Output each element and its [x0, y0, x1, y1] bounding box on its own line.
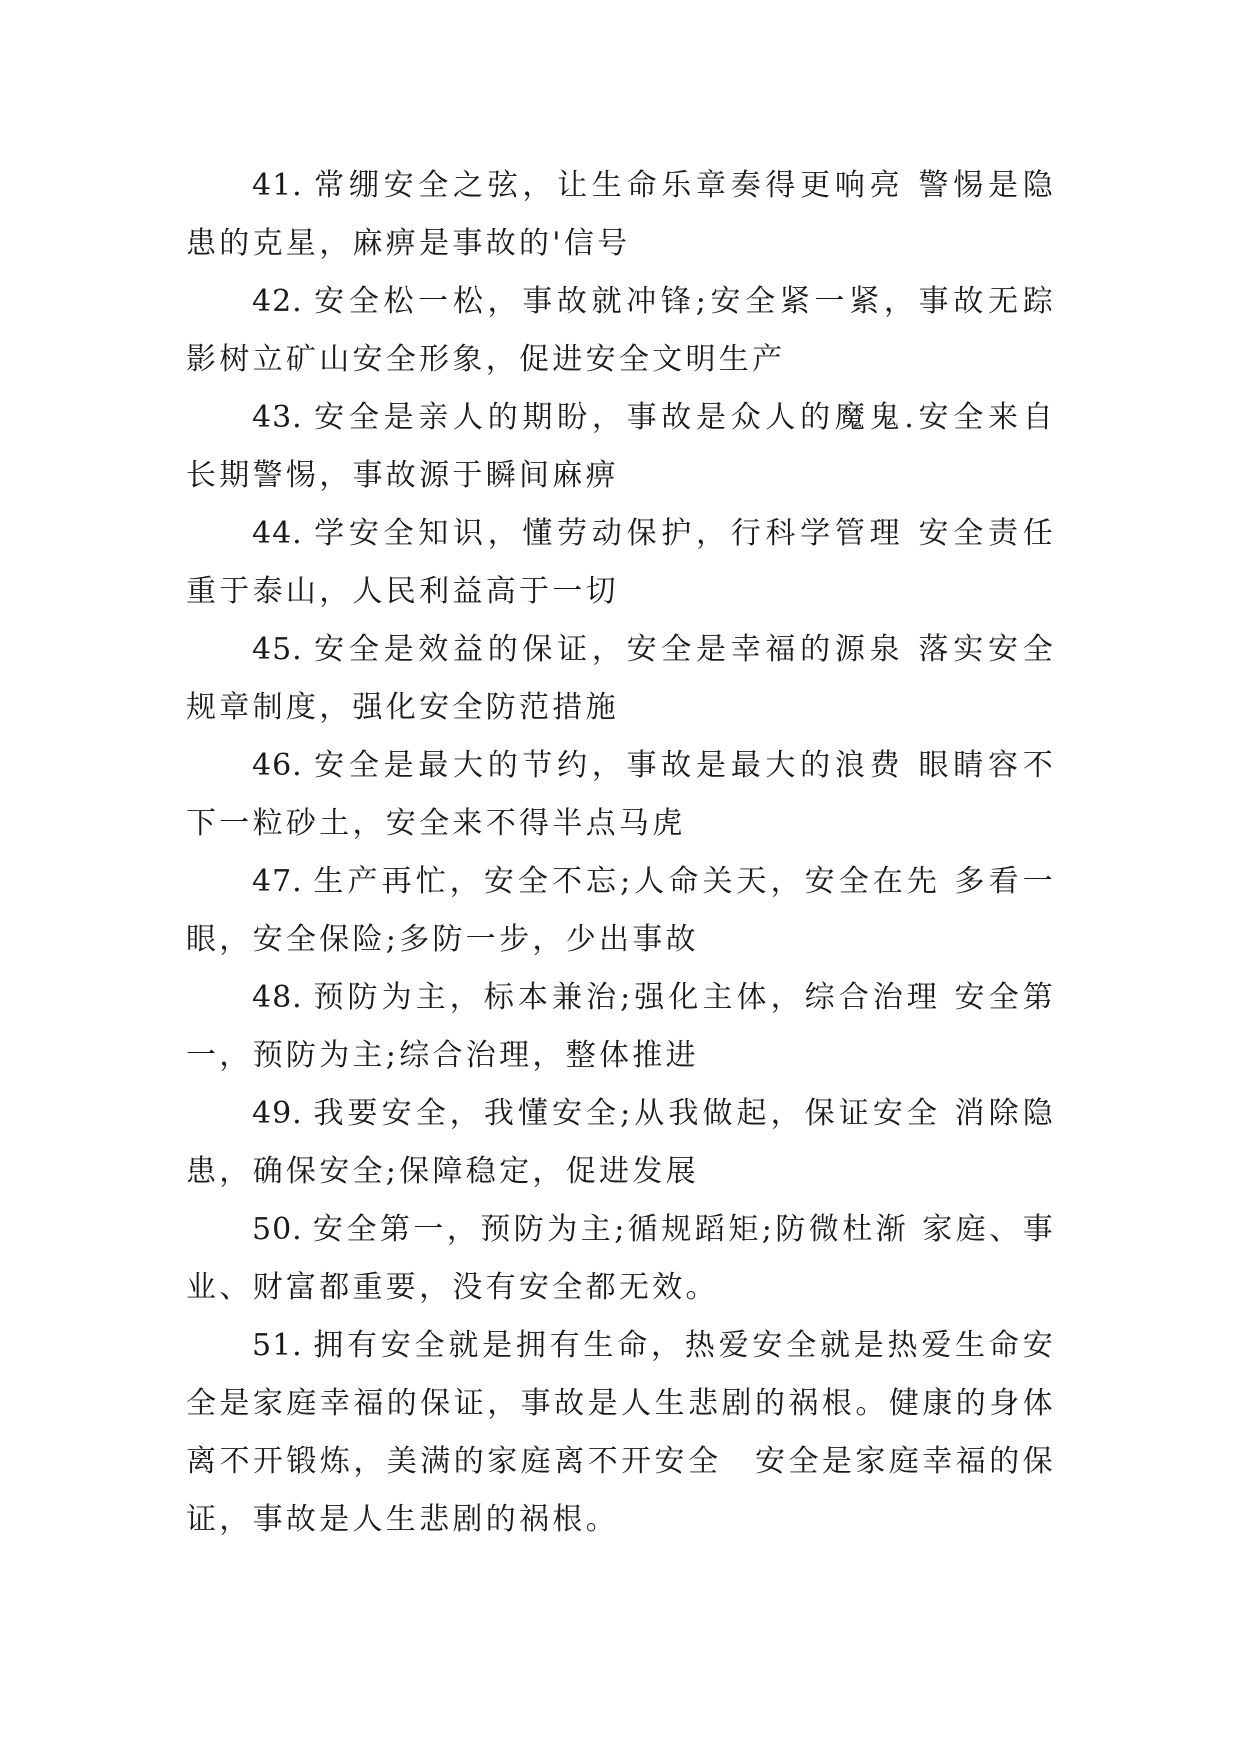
slogan-item-44	[186, 505, 1056, 621]
item-number: 46.	[252, 748, 303, 783]
slogan-list	[186, 157, 1056, 1549]
slogan-item-50	[186, 1201, 1056, 1317]
item-text: 学安全知识，懂劳动保护，行科学管理 安全责任重于泰山，人民利益高于一切	[186, 516, 1056, 609]
item-text: 安全是亲人的期盼，事故是众人的魔鬼.安全来自长期警惕，事故源于瞬间麻痹	[186, 400, 1056, 493]
item-text: 生产再忙，安全不忘;人命关天，安全在先 多看一眼，安全保险;多防一步，少出事故	[186, 864, 1056, 957]
item-number: 41.	[252, 168, 303, 203]
slogan-item-46	[186, 737, 1056, 853]
item-number: 51.	[252, 1328, 303, 1363]
item-text: 安全是效益的保证，安全是幸福的源泉 落实安全规章制度，强化安全防范措施	[186, 632, 1056, 725]
slogan-item-47	[186, 853, 1056, 969]
item-text: 安全是最大的节约，事故是最大的浪费 眼睛容不下一粒砂土，安全来不得半点马虎	[186, 748, 1056, 841]
item-number: 44.	[252, 516, 303, 551]
slogan-item-48	[186, 969, 1056, 1085]
slogan-item-49	[186, 1085, 1056, 1201]
item-text: 安全第一，预防为主;循规蹈矩;防微杜渐 家庭、事业、财富都重要，没有安全都无效。	[186, 1212, 1056, 1305]
slogan-item-45	[186, 621, 1056, 737]
item-number: 47.	[252, 864, 303, 899]
item-text: 我要安全，我懂安全;从我做起，保证安全 消除隐患，确保安全;保障稳定，促进发展	[186, 1096, 1056, 1189]
slogan-item-51	[186, 1317, 1056, 1549]
slogan-item-41	[186, 157, 1056, 273]
item-text: 预防为主，标本兼治;强化主体，综合治理 安全第一，预防为主;综合治理，整体推进	[186, 980, 1056, 1073]
item-number: 49.	[252, 1096, 303, 1131]
item-number: 43.	[252, 400, 303, 435]
item-text: 安全松一松，事故就冲锋;安全紧一紧，事故无踪影树立矿山安全形象，促进安全文明生产	[186, 284, 1056, 377]
item-number: 45.	[252, 632, 303, 667]
item-text: 常绷安全之弦，让生命乐章奏得更响亮 警惕是隐患的克星，麻痹是事故的'信号	[186, 168, 1056, 261]
slogan-item-42	[186, 273, 1056, 389]
item-number: 42.	[252, 284, 303, 319]
item-number: 48.	[252, 980, 303, 1015]
item-number: 50.	[252, 1212, 303, 1247]
slogan-item-43	[186, 389, 1056, 505]
item-text: 拥有安全就是拥有生命，热爱安全就是热爱生命安全是家庭幸福的保证，事故是人生悲剧的祸根。健康的身体离不开锻炼，美满的家庭离不开安全 安全是家庭幸福的保证，事故是人生悲剧的祸根。	[186, 1328, 1056, 1537]
